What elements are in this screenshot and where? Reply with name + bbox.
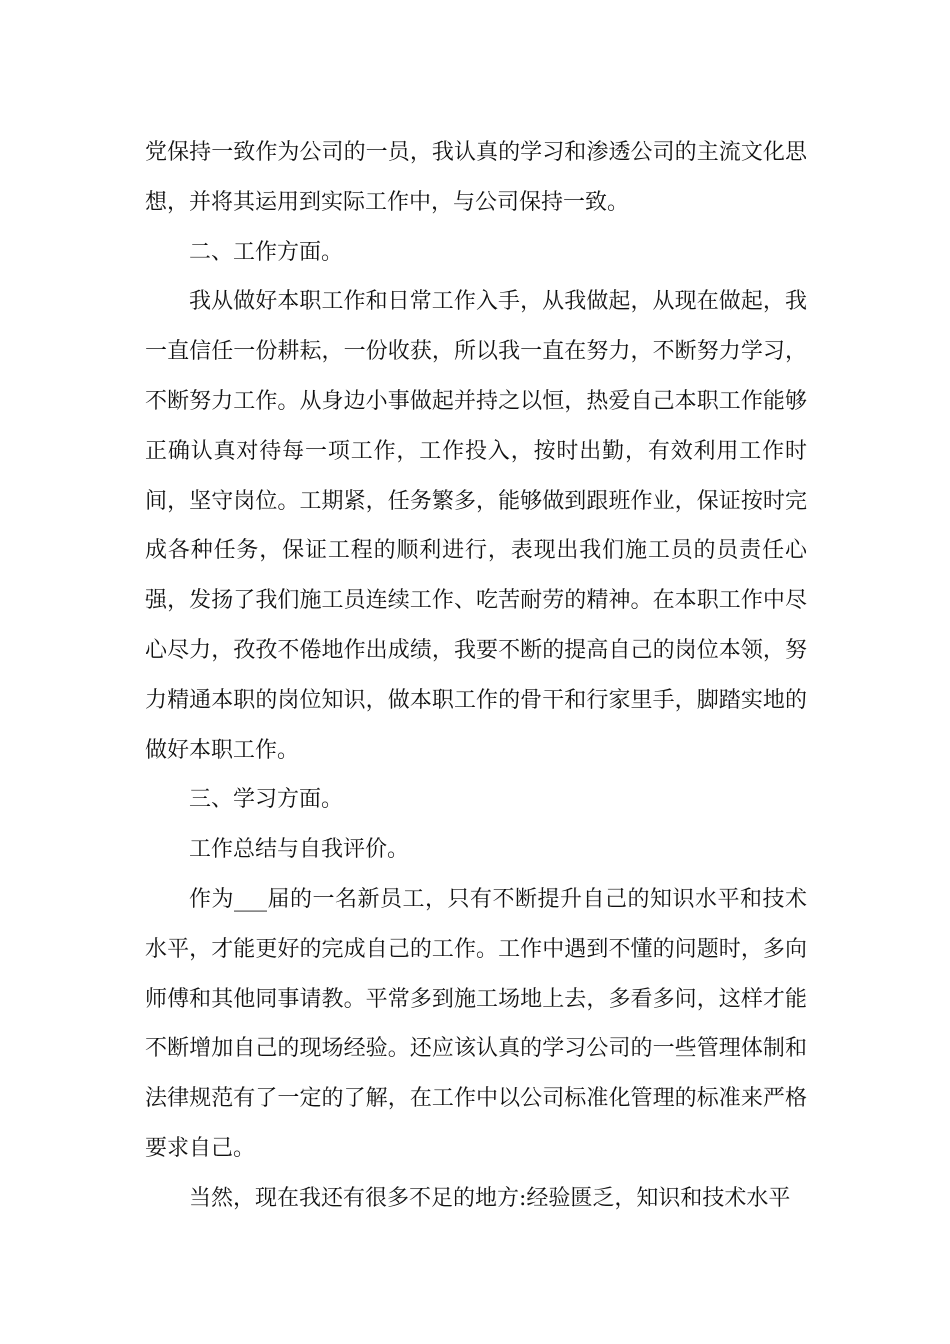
- paragraph-work: 我从做好本职工作和日常工作入手，从我做起，从现在做起，我一直信任一份耕耘，一份收获，所以我一直在努力，不断努力学习，不断努力工作。从身边小事做起并持之以恒，热爱自己本职工作能够正确认真对待每一项工作，工作投入，按时出勤，有效利用工作时间，坚守岗位。工期紧，任务繁多，能够做到跟班作业，保证按时完成各种任务，保证工程的顺利进行，表现出我们施工员的员责任心强，发扬了我们施工员连续工作、吃苦耐劳的精神。在本职工作中尽心尽力，孜孜不倦地作出成绩，我要不断的提高自己的岗位本领，努力精通本职的岗位知识，做本职工作的骨干和行家里手，脚踏实地的做好本职工作。: [145, 289, 807, 763]
- paragraph-study: 作为___届的一名新员工，只有不断提升自己的知识水平和技术水平，才能更好的完成自己的工作。工作中遇到不懂的问题时，多向师傅和其他同事请教。平常多到施工场地上去，多看多问，这样才能不断增加自己的现场经验。还应该认真的学习公司的一些管理体制和法律规范有了一定的了解，在工作中以公司标准化管理的标准来严格要求自己。: [145, 886, 807, 1161]
- heading-work: 二、工作方面。: [189, 239, 344, 265]
- document-body: [145, 128, 807, 1224]
- paragraph-shortcomings: 当然，现在我还有很多不足的地方:经验匮乏，知识和技术水平: [189, 1185, 791, 1211]
- heading-study: 三、学习方面。: [189, 787, 344, 813]
- paragraph-title-line: 工作总结与自我评价。: [189, 837, 410, 863]
- paragraph-continuation: 党保持一致作为公司的一员，我认真的学习和渗透公司的主流文化思想，并将其运用到实际工作中，与公司保持一致。: [145, 140, 807, 215]
